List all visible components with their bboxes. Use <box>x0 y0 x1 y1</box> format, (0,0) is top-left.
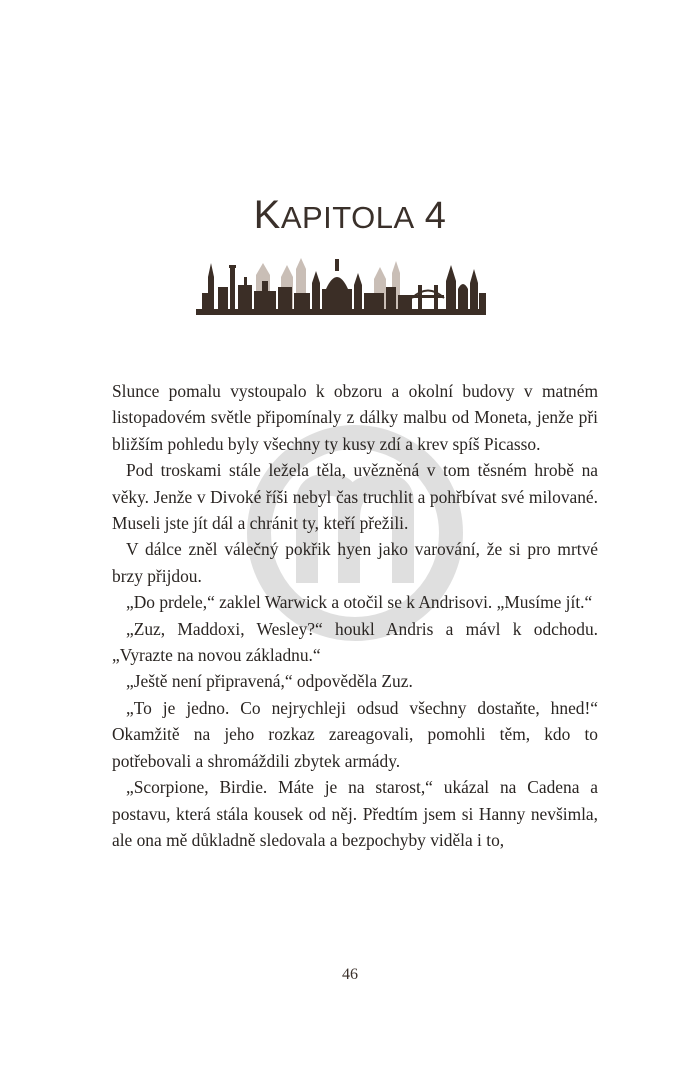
paragraph: V dálce zněl válečný pokřik hyen jako varování, že si pro mrtvé brzy přijdou. <box>112 539 598 586</box>
skyline-dark-buildings <box>196 259 486 315</box>
paragraph: Pod troskami stále ležela těla, uvězněná v tom těsném hrobě na věky. Jenže v Divoké říši nebyl čas truchlit a pohřbívat své milované. Museli jste jít dál a chránit ty, kteří přežili. <box>112 460 598 534</box>
paragraph: „Zuz, Maddoxi, Wesley?“ houkl Andris a mávl k odchodu. „Vyrazte na novou základnu.“ <box>112 618 598 666</box>
chapter-title <box>0 193 700 238</box>
body-text <box>112 378 598 853</box>
chapter-title-rest: APITOLA <box>280 200 415 235</box>
paragraph: „Scorpione, Birdie. Máte je na starost,“ ukázal na Cadena a postavu, která stála kousek od něj. Předtím jsem si Hanny nevšimla, ale ona mě důkladně sledovala a bezpochyby viděla i to, <box>112 777 598 850</box>
paragraph: „Ještě není připravená,“ odpověděla Zuz. <box>126 671 413 692</box>
chapter-number: 4 <box>424 195 447 237</box>
paragraph: „Do prdele,“ zaklel Warwick a otočil se k Andrisovi. „Musíme jít.“ <box>126 592 593 613</box>
chapter-title-initial: K <box>253 193 281 237</box>
page-number: 46 <box>342 966 358 983</box>
city-skyline-icon <box>196 255 486 315</box>
paragraph: „To je jedno. Co nejrychleji odsud všechny dostaňte, hned!“ Okamžitě na jeho rozkaz zareagovali, pomohli těm, kdo to potřebovali a shromáždili zbytek armády. <box>112 697 598 771</box>
paragraph: Slunce pomalu vystoupalo k obzoru a okolní budovy v matném listopadovém světle připomínaly z dálky malbu od Moneta, jenže při bližším pohledu byly všechny ty kusy zdí a krev spíš Picasso. <box>112 381 598 454</box>
